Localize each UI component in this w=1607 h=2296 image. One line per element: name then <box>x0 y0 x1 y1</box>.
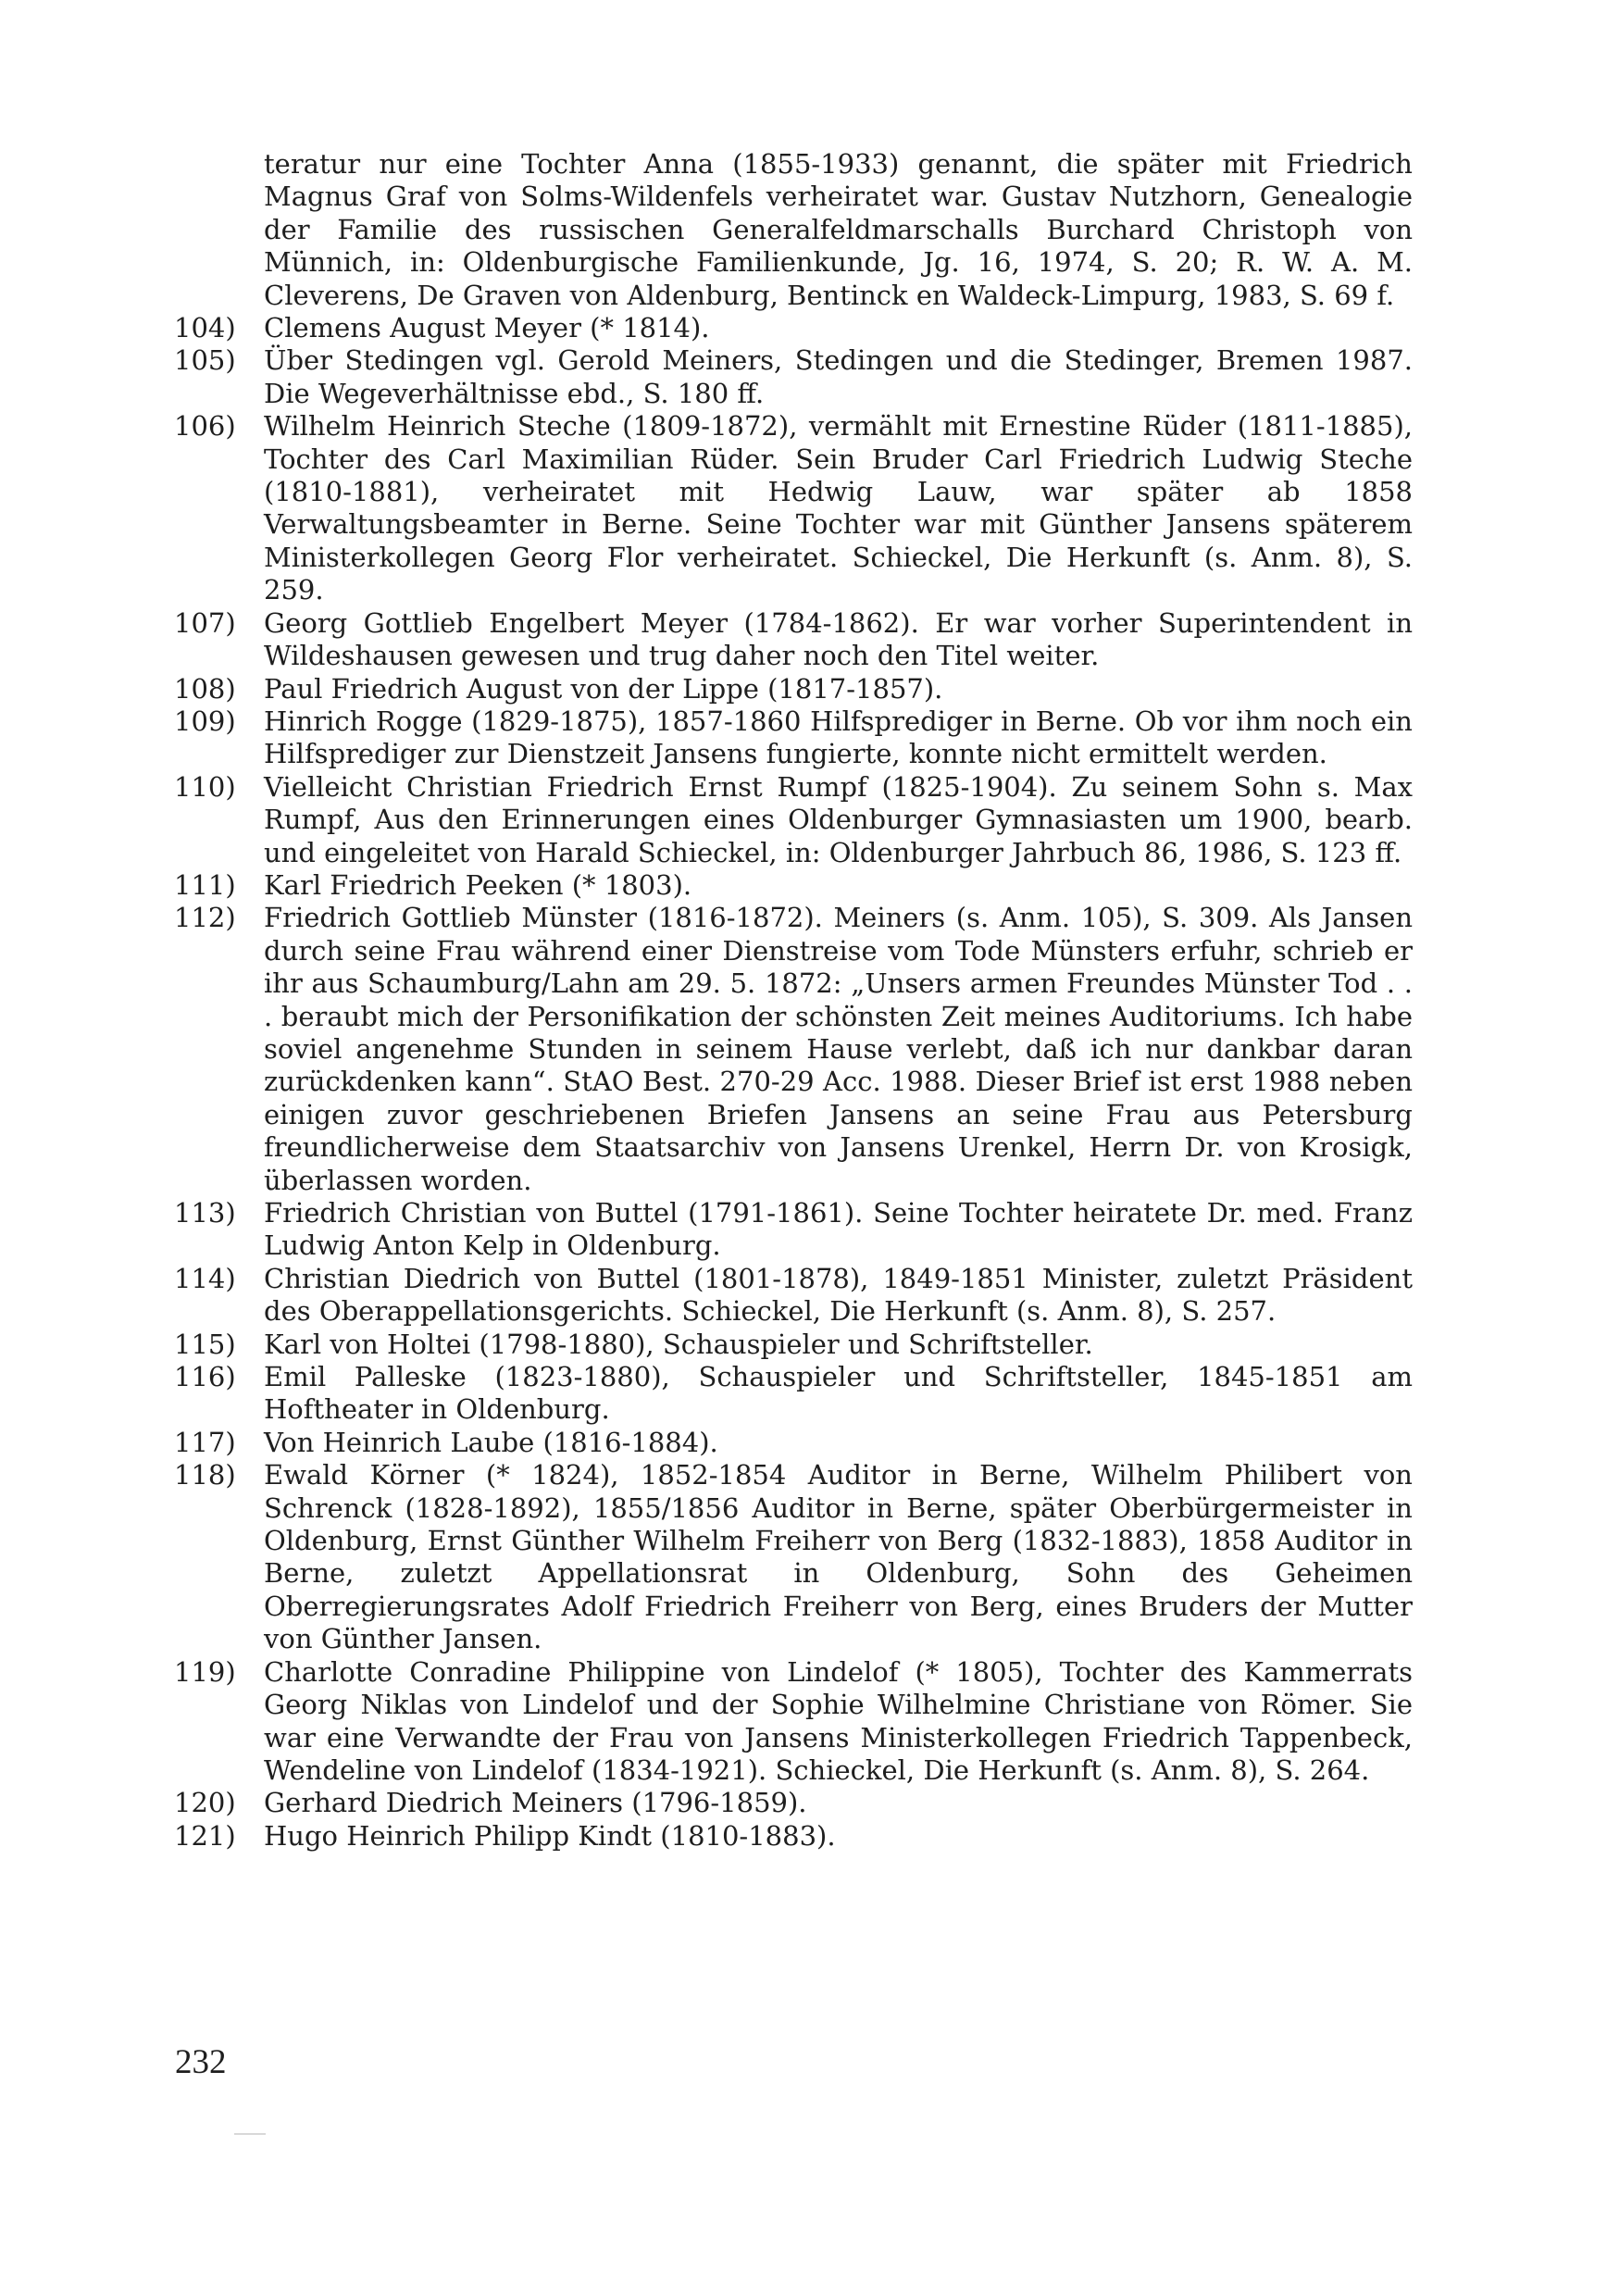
footnote-text: Emil Palleske (1823-1880), Schauspieler und Schriftsteller, 1845-1851 am Hoftheater in Oldenburg. <box>264 1361 1413 1426</box>
footnote-text: Ewald Körner (* 1824), 1852-1854 Auditor in Berne, Wilhelm Philibert von Schrenck (1828-1892), 1855/1856 Auditor in Berne, später Oberbürgermeister in Oldenburg, Ernst Günther Wilhelm Freiherr von Berg (1832-1883), 1858 Auditor in Berne, zuletzt Appellationsrat in Oldenburg, Sohn des Geheimen Oberregierungsrates Adolf Friedrich Freiherr von Berg, eines Bruders der Mutter von Günther Jansen. <box>264 1459 1413 1655</box>
footnote-text: Charlotte Conradine Philippine von Lindelof (* 1805), Tochter des Kammerrats Georg Niklas von Lindelof und der Sophie Wilhelmine Christiane von Römer. Sie war eine Verwandte der Frau von Jansens Ministerkollegen Friedrich Tappenbeck, Wendeline von Lindelof (1834-1921). Schieckel, Die Herkunft (s. Anm. 8), S. 264. <box>264 1655 1413 1786</box>
footnote-number: 115) <box>174 1328 236 1360</box>
footnote-text: Über Stedingen vgl. Gerold Meiners, Stedingen und die Stedinger, Bremen 1987. Die Wegeverhältnisse ebd., S. 180 ff. <box>264 344 1413 409</box>
footnote-112 <box>174 902 1413 1197</box>
footnote-text: Karl Friedrich Peeken (* 1803). <box>264 868 692 901</box>
footnote-text: Clemens August Meyer (* 1814). <box>264 312 710 344</box>
footnote-text: Friedrich Gottlieb Münster (1816-1872). Meiners (s. Anm. 105), S. 309. Als Jansen durch seine Frau während einer Dienstreise vom Tode Münsters erfuhr, schrieb er ihr aus Schaumburg/Lahn am 29. 5. 1872: „Unsers armen Freundes Münster Tod . . . beraubt mich der Personifikation der schönsten Zeit meines Auditoriums. Ich habe soviel angenehme Stunden in seinem Hause verlebt, daß ich nur dankbar daran zurückdenken kann“. StAO Best. 270-29 Acc. 1988. Dieser Brief ist erst 1988 neben einigen zuvor geschriebenen Briefen Jansens an seine Frau aus Petersburg freundlicherweise dem Staatsarchiv von Jansens Urenkel, Herrn Dr. von Krosigk, überlassen worden. <box>264 902 1413 1196</box>
footnote-110 <box>174 771 1413 869</box>
footnotes-block <box>174 148 1413 1853</box>
footnote-number: 107) <box>174 606 236 639</box>
footnote-text: Vielleicht Christian Friedrich Ernst Rumpf (1825-1904). Zu seinem Sohn s. Max Rumpf, Aus den Erinnerungen eines Oldenburger Gymnasiasten um 1900, bearb. und eingeleitet von Harald Schieckel, in: Oldenburger Jahrbuch 86, 1986, S. 123 ff. <box>264 770 1413 868</box>
footnote-number: 105) <box>174 344 236 377</box>
footnote-text: Von Heinrich Laube (1816-1884). <box>264 1426 718 1458</box>
footnote-105 <box>174 344 1413 410</box>
footnote-number: 116) <box>174 1361 236 1393</box>
footnote-number: 113) <box>174 1197 236 1229</box>
footnote-117 <box>174 1427 1413 1459</box>
footnote-120 <box>174 1787 1413 1819</box>
footnote-116 <box>174 1361 1413 1427</box>
footnote-continuation: teratur nur eine Tochter Anna (1855-1933) genannt, die später mit Friedrich Magnus Graf von Solms-Wildenfels verheiratet war. Gustav Nutzhorn, Genealogie der Familie des russischen Generalfeldmarschalls Burchard Christoph von Münnich, in: Oldenburgische Familienkunde, Jg. 16, 1974, S. 20; R. W. A. M. Cleverens, De Graven von Aldenburg, Bentinck en Waldeck-Limpurg, 1983, S. 69 f. <box>264 148 1413 311</box>
footnote-121 <box>174 1820 1413 1853</box>
footnote-number: 121) <box>174 1819 236 1852</box>
footnote-text: Karl von Holtei (1798-1880), Schauspieler und Schriftsteller. <box>264 1328 1093 1360</box>
footnote-number: 118) <box>174 1459 236 1491</box>
footnote-104 <box>174 312 1413 344</box>
footnote-text: Hugo Heinrich Philipp Kindt (1810-1883). <box>264 1819 836 1852</box>
footnote-number: 114) <box>174 1262 236 1294</box>
scan-mark <box>234 2133 266 2135</box>
footnote-number: 117) <box>174 1426 236 1458</box>
footnote-number: 108) <box>174 672 236 705</box>
footnote-113 <box>174 1197 1413 1263</box>
footnote-number: 106) <box>174 410 236 443</box>
footnote-text: Friedrich Christian von Buttel (1791-1861). Seine Tochter heiratete Dr. med. Franz Ludwig Anton Kelp in Oldenburg. <box>264 1197 1413 1262</box>
footnote-number: 119) <box>174 1655 236 1688</box>
footnote-number: 111) <box>174 868 236 901</box>
footnote-number: 110) <box>174 770 236 803</box>
footnote-111 <box>174 869 1413 902</box>
footnote-118 <box>174 1459 1413 1655</box>
footnote-106 <box>174 410 1413 606</box>
footnote-text: Wilhelm Heinrich Steche (1809-1872), vermählt mit Ernestine Rüder (1811-1885), Tochter des Carl Maximilian Rüder. Sein Bruder Carl Friedrich Ludwig Steche (1810-1881), verheiratet mit Hedwig Lauw, war später ab 1858 Verwaltungsbeamter in Berne. Seine Tochter war mit Günther Jansens späterem Ministerkollegen Georg Flor verheiratet. Schieckel, Die Herkunft (s. Anm. 8), S. 259. <box>264 410 1413 606</box>
footnote-text: Christian Diedrich von Buttel (1801-1878), 1849-1851 Minister, zuletzt Präsident des Oberappellationsgerichts. Schieckel, Die Herkunft (s. Anm. 8), S. 257. <box>264 1262 1413 1328</box>
footnote-114 <box>174 1263 1413 1329</box>
footnote-119 <box>174 1656 1413 1788</box>
footnote-number: 120) <box>174 1787 236 1819</box>
footnote-number: 112) <box>174 902 236 934</box>
footnote-108 <box>174 673 1413 705</box>
footnote-115 <box>174 1329 1413 1361</box>
footnote-109 <box>174 705 1413 771</box>
footnote-text: Paul Friedrich August von der Lippe (1817-1857). <box>264 672 943 705</box>
footnote-107 <box>174 607 1413 673</box>
footnote-number: 104) <box>174 312 236 344</box>
footnote-text: Hinrich Rogge (1829-1875), 1857-1860 Hilfsprediger in Berne. Ob vor ihm noch ein Hilfsprediger zur Dienstzeit Jansens fungierte, konnte nicht ermittelt werden. <box>264 705 1413 770</box>
footnote-text: Gerhard Diedrich Meiners (1796-1859). <box>264 1787 807 1819</box>
footnote-number: 109) <box>174 705 236 737</box>
footnote-text: Georg Gottlieb Engelbert Meyer (1784-1862). Er war vorher Superintendent in Wildeshausen gewesen und trug daher noch den Titel weiter. <box>264 606 1413 672</box>
page-number: 232 <box>175 2043 227 2081</box>
